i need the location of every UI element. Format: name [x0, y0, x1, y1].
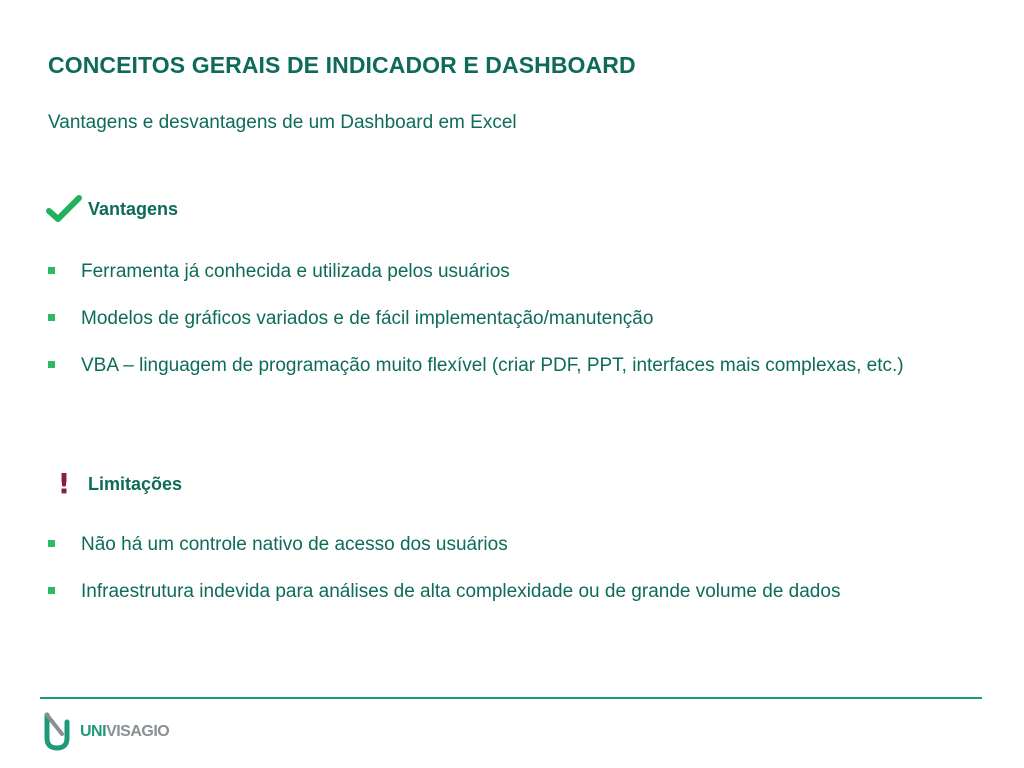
page-title: CONCEITOS GERAIS DE INDICADOR E DASHBOARD: [48, 52, 636, 78]
bullet-square-icon: [48, 267, 55, 274]
page-subtitle: Vantagens e desvantagens de um Dashboard em Excel: [48, 112, 517, 133]
bullet-square-icon: [48, 587, 55, 594]
exclamation-icon: !: [57, 467, 71, 500]
list-item-text: Modelos de gráficos variados e de fácil implementação/manutenção: [81, 308, 654, 329]
logo-mark-icon: [42, 712, 72, 752]
advantages-heading-label: Vantagens: [88, 198, 179, 219]
list-item: [48, 260, 904, 284]
list-item-text: Ferramenta já conhecida e utilizada pelos usuários: [81, 261, 510, 282]
list-item-text: Não há um controle nativo de acesso dos usuários: [81, 534, 508, 555]
footer-divider: [40, 697, 982, 699]
limitations-list: [48, 533, 840, 627]
list-item: [48, 307, 904, 331]
bullet-square-icon: [48, 540, 55, 547]
checkmark-icon: [40, 194, 88, 224]
list-item: [48, 354, 904, 378]
list-item-text: Infraestrutura indevida para análises de alta complexidade ou de grande volume de dados: [81, 581, 841, 602]
logo-wordmark: UNIVISAGIO: [80, 723, 170, 740]
bullet-square-icon: [48, 361, 55, 368]
limitations-heading-label: Limitações: [88, 473, 183, 494]
advantages-heading: [40, 194, 178, 224]
bullet-square-icon: [48, 314, 55, 321]
list-item-text: VBA – linguagem de programação muito flexível (criar PDF, PPT, interfaces mais complexas, etc.): [81, 355, 904, 376]
limitations-heading: [40, 467, 183, 500]
list-item: [48, 580, 840, 604]
univisagio-logo: [42, 712, 169, 752]
advantages-list: [48, 260, 904, 401]
list-item: [48, 533, 840, 557]
